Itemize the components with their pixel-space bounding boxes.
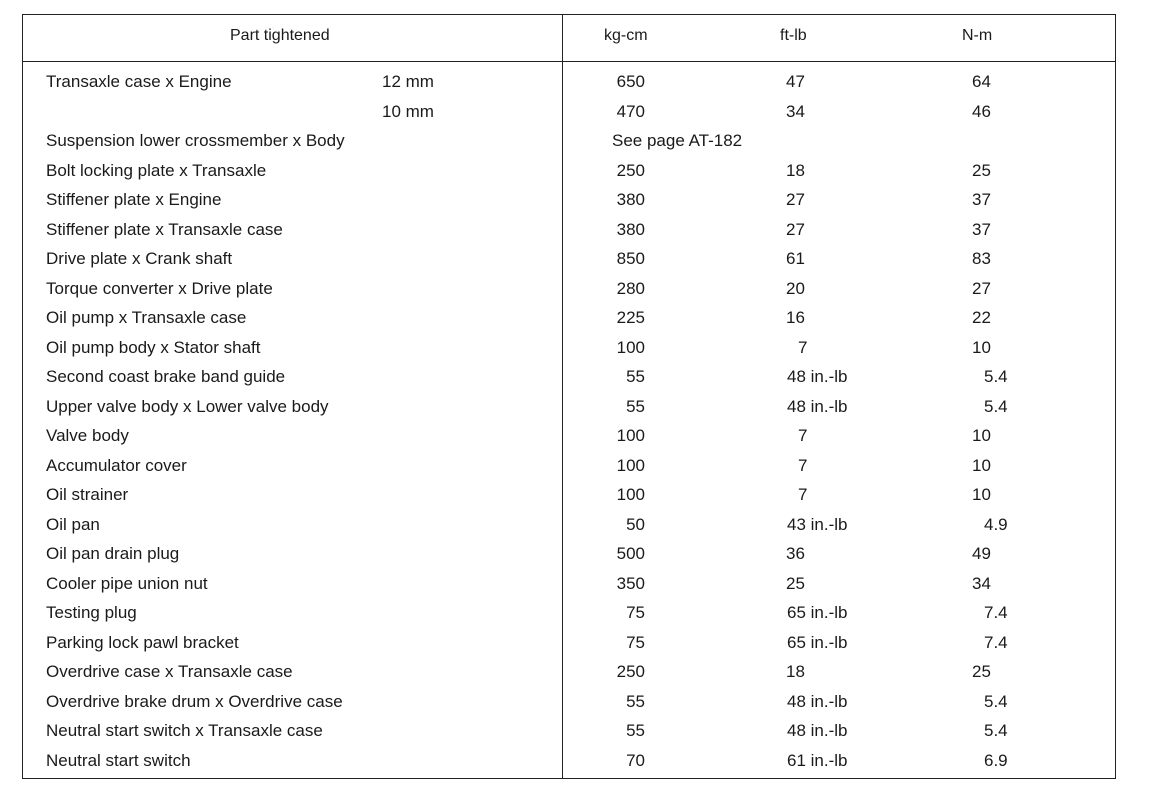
table-row <box>0 68 1152 98</box>
n-m-cell: 4.9 <box>984 514 1008 534</box>
part-name-cell: Valve body <box>46 426 129 445</box>
bolt-size-cell: 12 mm <box>382 72 434 91</box>
ft-lb-cell: 7 <box>798 485 808 504</box>
table-row <box>0 570 1152 600</box>
part-name-cell: Oil pump x Transaxle case <box>46 308 247 327</box>
table-row <box>0 186 1152 216</box>
table-row <box>0 304 1152 334</box>
n-m-cell: 7.4 <box>984 603 1008 622</box>
kg-cm-cell: 380 <box>616 190 645 209</box>
ft-lb-cell: 34 <box>786 101 805 121</box>
kg-cm-cell: 280 <box>616 278 645 298</box>
ft-lb-cell: 48 in.-lb <box>787 691 848 711</box>
table-row <box>0 629 1152 659</box>
ft-lb-cell: 18 <box>786 662 805 681</box>
kg-cm-cell: 850 <box>616 249 645 268</box>
ft-lb-cell: 47 <box>786 72 805 91</box>
part-name-cell: Second coast brake band guide <box>46 367 286 386</box>
part-name-cell: Suspension lower crossmember x Body <box>46 131 345 150</box>
kg-cm-cell: 100 <box>616 485 645 504</box>
n-m-cell: 10 <box>972 426 991 445</box>
ft-lb-cell: 61 in.-lb <box>787 750 848 770</box>
part-name-cell: Neutral start switch <box>46 750 191 770</box>
ft-lb-cell: 43 in.-lb <box>787 514 848 534</box>
n-m-cell: 34 <box>972 573 991 593</box>
n-m-cell: 5.4 <box>984 367 1008 386</box>
table-row <box>0 422 1152 452</box>
ft-lb-cell: 48 in.-lb <box>787 367 848 386</box>
part-name-cell: Upper valve body x Lower valve body <box>46 396 329 416</box>
n-m-cell: 10 <box>972 337 991 357</box>
kg-cm-cell: 650 <box>616 72 645 91</box>
n-m-cell: 25 <box>972 662 991 681</box>
reference-note-cell: See page AT-182 <box>612 131 743 150</box>
ft-lb-cell: 48 in.-lb <box>787 721 848 740</box>
n-m-cell: 49 <box>972 544 991 563</box>
table-body <box>0 68 1152 776</box>
ft-lb-cell: 20 <box>786 278 805 298</box>
n-m-cell: 22 <box>972 308 991 327</box>
kg-cm-cell: 100 <box>616 337 645 357</box>
ft-lb-cell: 18 <box>786 160 805 180</box>
part-name-cell: Torque converter x Drive plate <box>46 278 273 298</box>
n-m-cell: 27 <box>972 278 991 298</box>
part-name-cell: Transaxle case x Engine <box>46 72 232 91</box>
kg-cm-cell: 100 <box>616 426 645 445</box>
n-m-cell: 5.4 <box>984 721 1008 740</box>
part-name-cell: Oil pump body x Stator shaft <box>46 337 261 357</box>
n-m-cell: 10 <box>972 455 991 475</box>
table-row <box>0 363 1152 393</box>
ft-lb-cell: 65 in.-lb <box>787 603 848 622</box>
n-m-cell: 7.4 <box>984 632 1008 652</box>
part-name-cell: Testing plug <box>46 603 137 622</box>
ft-lb-cell: 25 <box>786 573 805 593</box>
part-name-cell: Stiffener plate x Transaxle case <box>46 219 283 239</box>
table-row <box>0 245 1152 275</box>
kg-cm-cell: 100 <box>616 455 645 475</box>
kg-cm-cell: 350 <box>616 573 645 593</box>
n-m-cell: 25 <box>972 160 991 180</box>
part-name-cell: Parking lock pawl bracket <box>46 632 239 652</box>
ft-lb-cell: 61 <box>786 249 805 268</box>
kg-cm-cell: 55 <box>626 367 645 386</box>
table-row <box>0 481 1152 511</box>
table-row <box>0 393 1152 423</box>
n-m-cell: 37 <box>972 190 991 209</box>
part-name-cell: Oil pan <box>46 514 100 534</box>
table-row <box>0 540 1152 570</box>
part-name-cell: Stiffener plate x Engine <box>46 190 222 209</box>
kg-cm-cell: 250 <box>616 160 645 180</box>
header-kg-cm: kg-cm <box>604 27 648 44</box>
ft-lb-cell: 27 <box>786 219 805 239</box>
kg-cm-cell: 70 <box>626 750 645 770</box>
table-row <box>0 157 1152 187</box>
table-row <box>0 275 1152 305</box>
part-name-cell: Oil pan drain plug <box>46 544 180 563</box>
table-row <box>0 599 1152 629</box>
bolt-size-cell: 10 mm <box>382 101 434 121</box>
part-name-cell: Cooler pipe union nut <box>46 573 208 593</box>
ft-lb-cell: 7 <box>798 337 808 357</box>
part-name-cell: Accumulator cover <box>46 455 187 475</box>
kg-cm-cell: 55 <box>626 691 645 711</box>
kg-cm-cell: 50 <box>626 514 645 534</box>
n-m-cell: 6.9 <box>984 750 1008 770</box>
ft-lb-cell: 36 <box>786 544 805 563</box>
table-row <box>0 658 1152 688</box>
part-name-cell: Overdrive brake drum x Overdrive case <box>46 691 343 711</box>
kg-cm-cell: 75 <box>626 603 645 622</box>
n-m-cell: 5.4 <box>984 691 1008 711</box>
table-row <box>0 452 1152 482</box>
header-n-m: N-m <box>962 27 993 44</box>
part-name-cell: Neutral start switch x Transaxle case <box>46 721 323 740</box>
table-row <box>0 688 1152 718</box>
n-m-cell: 10 <box>972 485 991 504</box>
n-m-cell: 46 <box>972 101 991 121</box>
kg-cm-cell: 75 <box>626 632 645 652</box>
table-row <box>0 511 1152 541</box>
table-row <box>0 98 1152 128</box>
table-row <box>0 747 1152 777</box>
kg-cm-cell: 250 <box>616 662 645 681</box>
part-name-cell: Oil strainer <box>46 485 129 504</box>
n-m-cell: 64 <box>972 72 991 91</box>
header-rule <box>22 61 1116 62</box>
kg-cm-cell: 55 <box>626 396 645 416</box>
kg-cm-cell: 500 <box>616 544 645 563</box>
header-ft-lb: ft-lb <box>780 27 807 44</box>
kg-cm-cell: 380 <box>616 219 645 239</box>
n-m-cell: 5.4 <box>984 396 1008 416</box>
part-name-cell: Overdrive case x Transaxle case <box>46 662 293 681</box>
ft-lb-cell: 27 <box>786 190 805 209</box>
table-row <box>0 717 1152 747</box>
ft-lb-cell: 16 <box>786 308 805 327</box>
ft-lb-cell: 48 in.-lb <box>787 396 848 416</box>
table-row <box>0 216 1152 246</box>
ft-lb-cell: 7 <box>798 426 808 445</box>
kg-cm-cell: 470 <box>616 101 645 121</box>
ft-lb-cell: 7 <box>798 455 808 475</box>
table-row <box>0 127 1152 157</box>
part-name-cell: Bolt locking plate x Transaxle <box>46 160 267 180</box>
part-name-cell: Drive plate x Crank shaft <box>46 249 233 268</box>
kg-cm-cell: 55 <box>626 721 645 740</box>
table-row <box>0 334 1152 364</box>
ft-lb-cell: 65 in.-lb <box>787 632 848 652</box>
n-m-cell: 83 <box>972 249 991 268</box>
n-m-cell: 37 <box>972 219 991 239</box>
kg-cm-cell: 225 <box>616 308 645 327</box>
